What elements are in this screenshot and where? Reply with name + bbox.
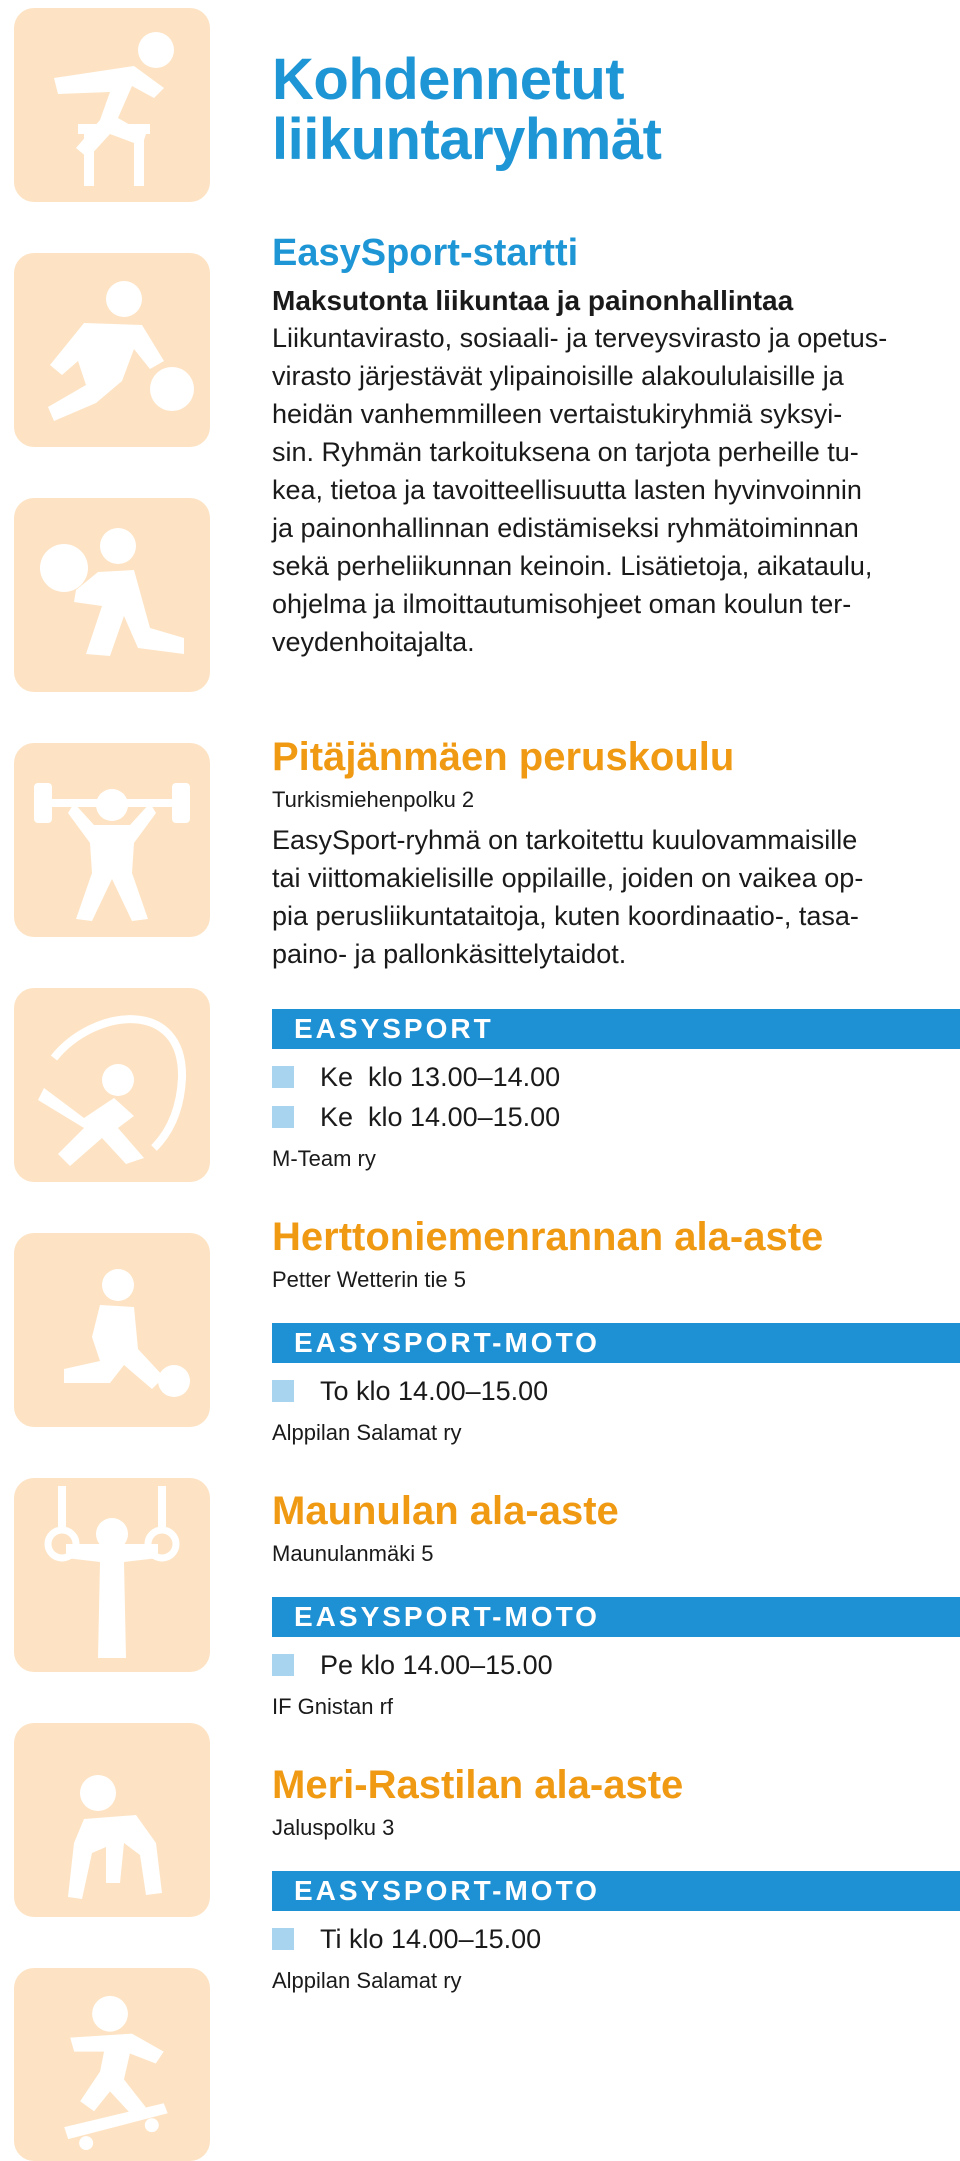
- schedule-list: [272, 1371, 960, 1411]
- intro-line: kea, tietoa ja tavoitteellisuutta lasten hyvinvoinnin: [272, 475, 862, 505]
- schedule-list: [272, 1645, 960, 1685]
- bullet-square-icon: [272, 1066, 294, 1088]
- schedule-item: [272, 1645, 960, 1685]
- stretching-person-icon: [14, 1723, 210, 1917]
- intro-section: [272, 232, 960, 661]
- bullet-square-icon: [272, 1928, 294, 1950]
- school-section: [272, 1213, 960, 1449]
- program-banner: EASYSPORT: [272, 1009, 960, 1049]
- organizer: M-Team ry: [272, 1146, 376, 1171]
- program-banner: EASYSPORT-MOTO: [272, 1323, 960, 1363]
- bullet-square-icon: [272, 1380, 294, 1402]
- intro-line: virasto järjestävät ylipainoisille alakoululaisille ja: [272, 361, 844, 391]
- school-section: [272, 733, 960, 1175]
- school-description: [272, 821, 960, 973]
- intro-paragraph: [272, 319, 960, 661]
- intro-line: sin. Ryhmän tarkoituksena on tarjota perheille tu-: [272, 437, 859, 467]
- organizer: Alppilan Salamat ry: [272, 1968, 462, 1993]
- schedule-list: [272, 1919, 960, 1959]
- description-line: paino- ja pallonkäsittelytaidot.: [272, 939, 627, 969]
- school-name: Meri-Rastilan ala-aste: [272, 1763, 684, 1807]
- schedule-item: [272, 1057, 960, 1097]
- rings-gymnast-icon: [14, 1478, 210, 1672]
- schedule-time: Pe klo 14.00–15.00: [320, 1650, 553, 1680]
- description-line: EasySport-ryhmä on tarkoitettu kuulovammaisille: [272, 825, 858, 855]
- intro-subheading: Maksutonta liikuntaa ja painonhallintaa: [272, 285, 794, 316]
- description-line: tai viittomakielisille oppilaille, joiden on vaikea op-: [272, 863, 864, 893]
- skateboarder-icon: [14, 1968, 210, 2161]
- intro-line: ohjelma ja ilmoittautumisohjeet oman koulun ter-: [272, 589, 852, 619]
- page-title-line-1: Kohdennetut: [272, 47, 625, 112]
- bowler-icon: [14, 1233, 210, 1427]
- page-title-line-2: liikuntaryhmät: [272, 107, 662, 172]
- school-section: [272, 1761, 960, 1997]
- description-line: pia perusliikuntataitoja, kuten koordinaatio-, tasa-: [272, 901, 859, 931]
- intro-line: ja painonhallinnan edistämiseksi ryhmätoiminnan: [272, 513, 859, 543]
- basketball-player-icon: [14, 253, 210, 447]
- hurdle-runner-icon: [14, 8, 210, 202]
- intro-line: veydenhoitajalta.: [272, 627, 475, 657]
- school-address: Petter Wetterin tie 5: [272, 1267, 467, 1292]
- schedule-item: [272, 1919, 960, 1959]
- school-name: Maunulan ala-aste: [272, 1489, 619, 1533]
- schedule-time: Ke klo 14.00–15.00: [320, 1102, 561, 1132]
- school-name: Herttoniemenrannan ala-aste: [272, 1215, 824, 1259]
- school-address: Maunulanmäki 5: [272, 1541, 434, 1566]
- intro-heading: EasySport-startti: [272, 232, 579, 274]
- program-banner: EASYSPORT-MOTO: [272, 1597, 960, 1637]
- school-name: Pitäjänmäen peruskoulu: [272, 735, 735, 779]
- schedule-time: Ke klo 13.00–14.00: [320, 1062, 561, 1092]
- schedule-list: [272, 1057, 960, 1137]
- volleyball-player-icon: [14, 498, 210, 692]
- schedule-item: [272, 1097, 960, 1137]
- main-content: [272, 47, 960, 1997]
- intro-line: Liikuntavirasto, sosiaali- ja terveysvirasto ja opetus-: [272, 323, 888, 353]
- intro-line: heidän vanhemmilleen vertaistukiryhmiä syksyi-: [272, 399, 843, 429]
- bullet-square-icon: [272, 1106, 294, 1128]
- weightlifter-icon: [14, 743, 210, 937]
- organizer: IF Gnistan rf: [272, 1694, 394, 1719]
- schedule-time: To klo 14.00–15.00: [320, 1376, 549, 1406]
- page-title: [272, 47, 960, 172]
- schedule-item: [272, 1371, 960, 1411]
- school-address: Jaluspolku 3: [272, 1815, 395, 1840]
- school-section: [272, 1487, 960, 1723]
- schedule-time: Ti klo 14.00–15.00: [320, 1924, 542, 1954]
- school-address: Turkismiehenpolku 2: [272, 787, 475, 812]
- program-banner: EASYSPORT-MOTO: [272, 1871, 960, 1911]
- organizer: Alppilan Salamat ry: [272, 1420, 462, 1445]
- bullet-square-icon: [272, 1654, 294, 1676]
- intro-line: sekä perheliikunnan keinoin. Lisätietoja, aikataulu,: [272, 551, 873, 581]
- rhythmic-gymnast-icon: [14, 988, 210, 1182]
